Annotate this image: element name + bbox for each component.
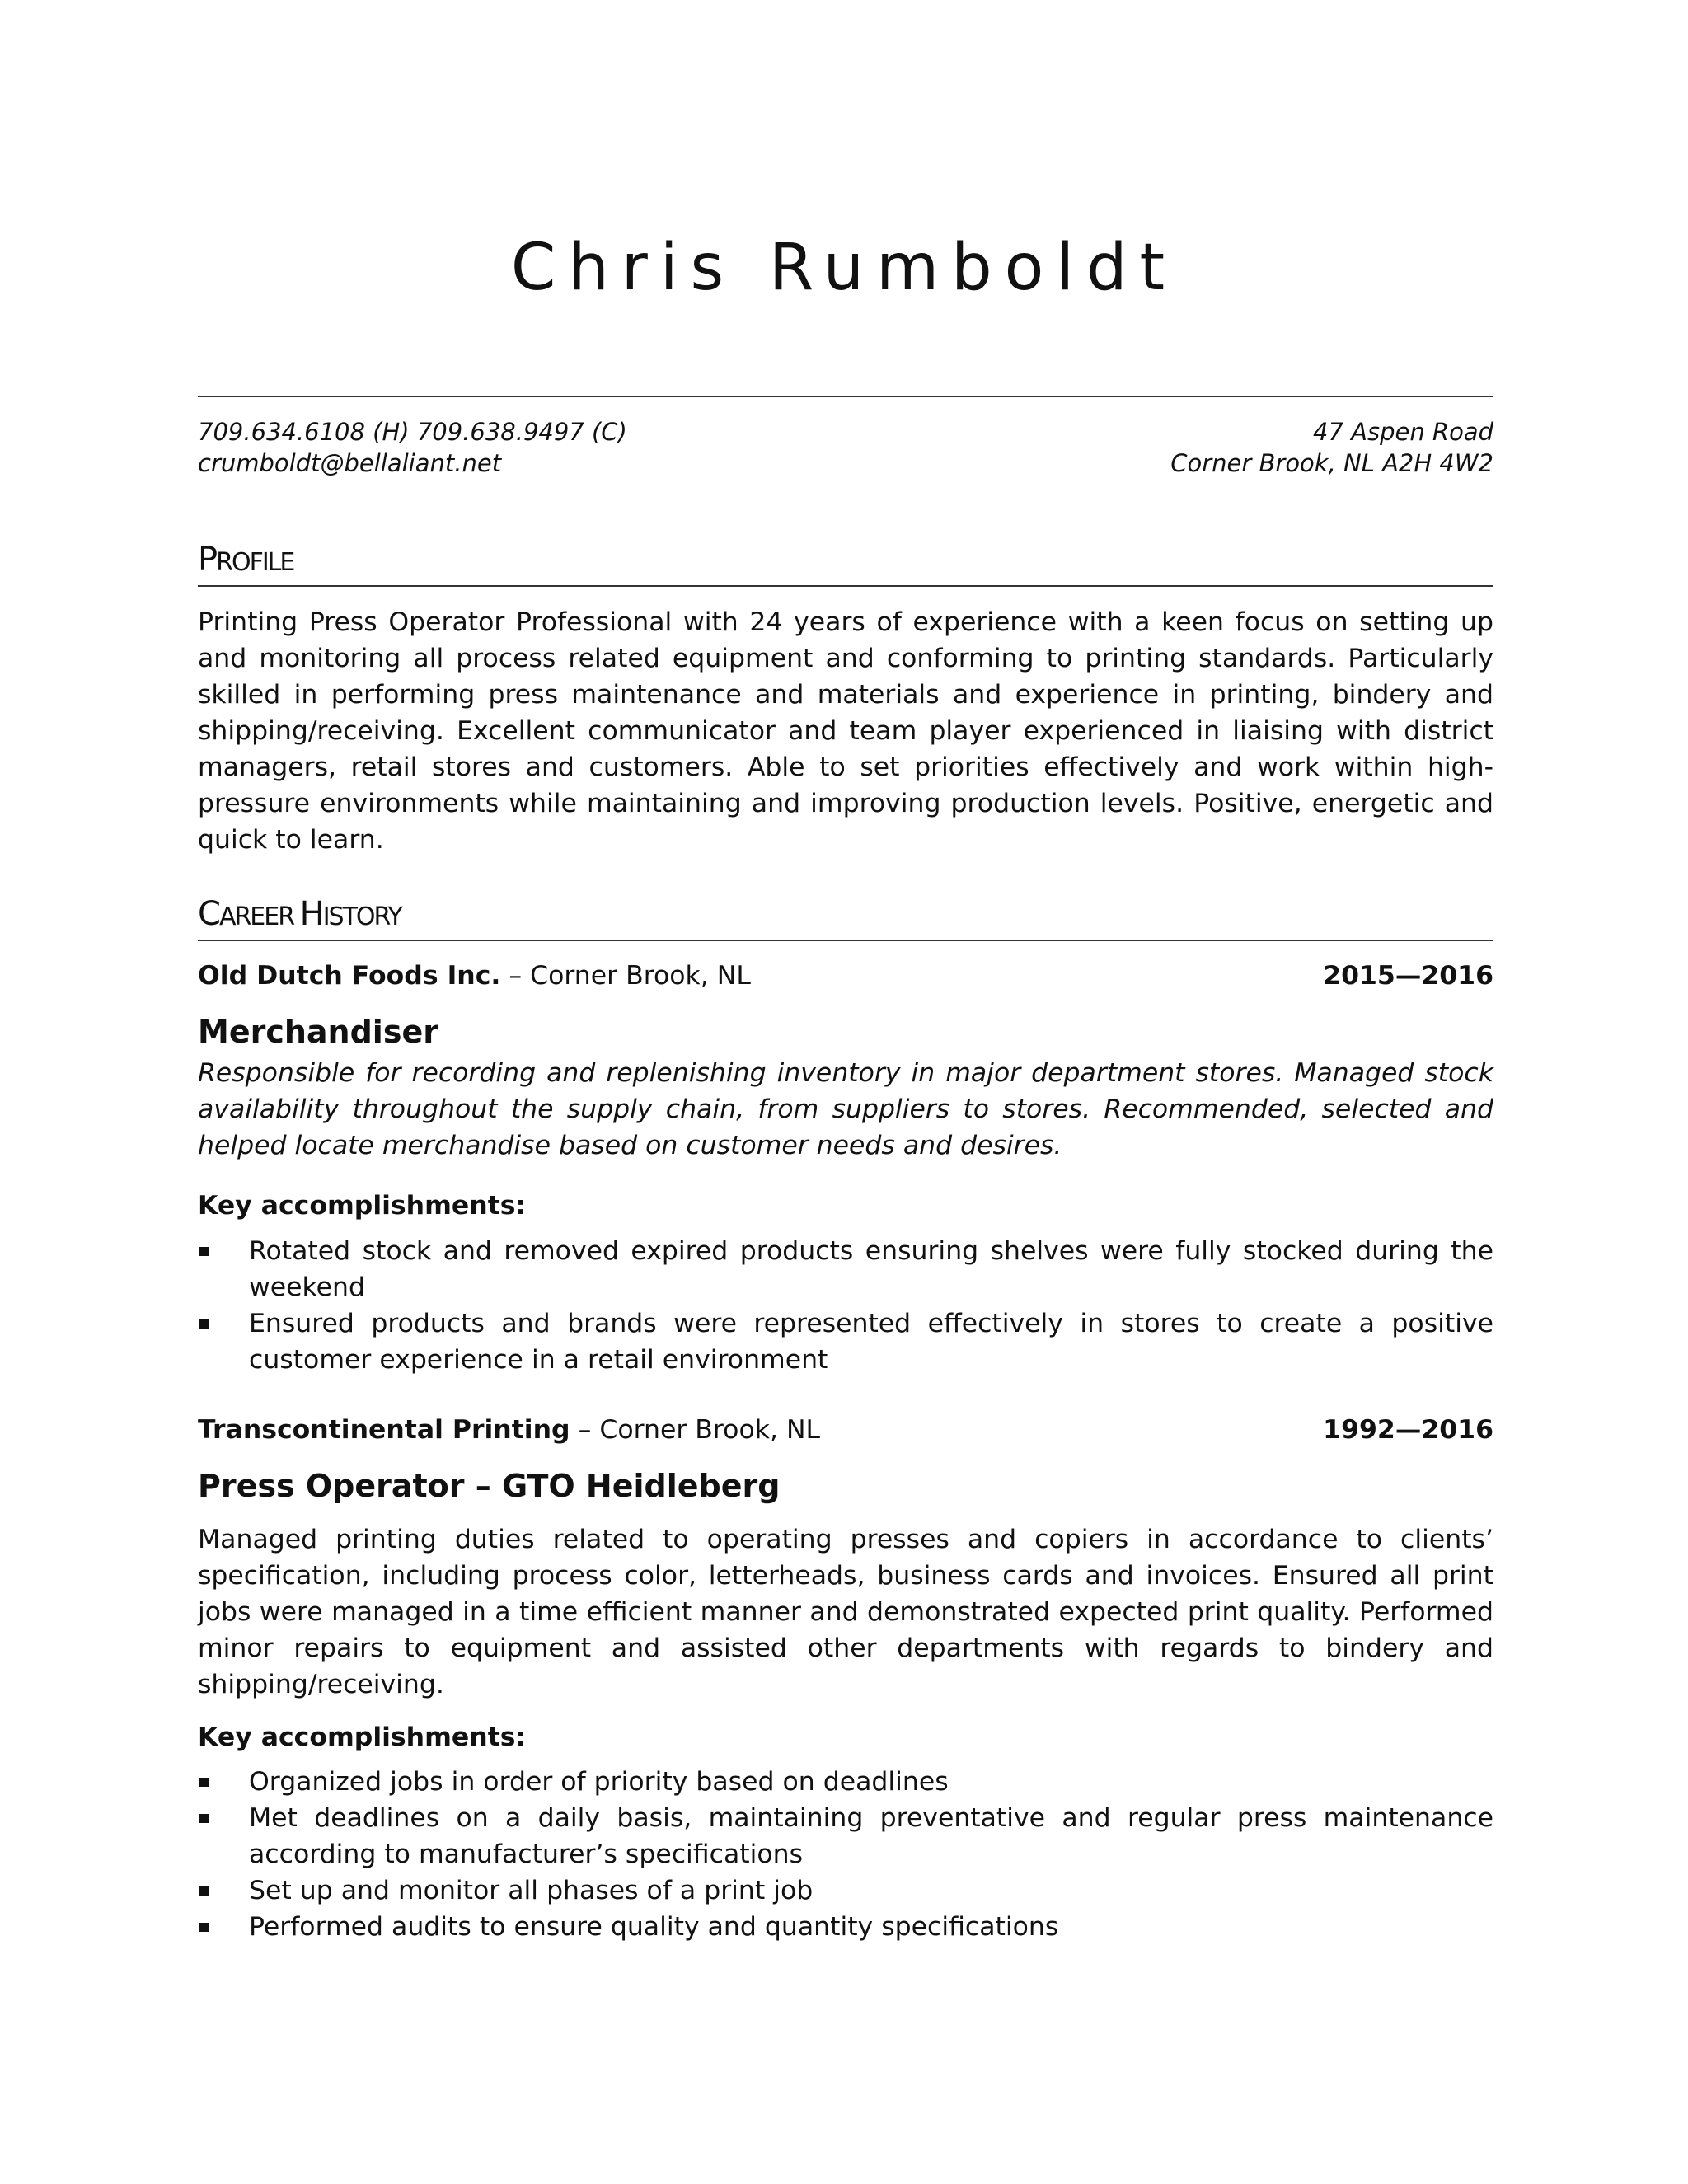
job-employer (198, 1415, 820, 1445)
job-dates: 1992—2016 (1323, 1415, 1493, 1445)
career-heading: CAREER HISTORY (198, 895, 401, 933)
square-bullet-icon (199, 1923, 209, 1932)
job-location: – Corner Brook, NL (500, 961, 751, 991)
accomplishments-list (198, 1764, 1493, 1945)
address-line-2: Corner Brook, NL A2H 4W2 (1170, 449, 1493, 477)
company-name: Old Dutch Foods Inc. (198, 961, 501, 991)
job-description: Managed printing duties related to operating presses and copiers in accordance to clients’ specification, including process color, letterheads, business cards and invoices. Ensured all print jobs were managed in a time efficient manner and demonstrated expected print quality. Performed minor repairs to equipment and assisted other departments with regards to bindery and shipping/receiving. (198, 1525, 1493, 1699)
profile-divider (198, 585, 1493, 587)
contact-right (907, 416, 1493, 479)
key-accomplishments-heading: Key accomplishments: (198, 1722, 527, 1752)
square-bullet-icon (199, 1319, 209, 1329)
job-description: Responsible for recording and replenishing inventory in major department stores. Managed stock availability throughout the supply chain, from suppliers to stores. Recommended, selected and helped locate merchandise based on customer needs and desires. (198, 1058, 1493, 1160)
job-header (198, 961, 1493, 991)
contact-left (198, 416, 627, 479)
career-divider (198, 940, 1493, 941)
list-item: Set up and monitor all phases of a print job (198, 1872, 1493, 1909)
square-bullet-icon (199, 1886, 209, 1896)
job-title: Merchandiser (198, 1014, 438, 1050)
job-title: Press Operator – GTO Heidleberg (198, 1468, 781, 1504)
job-location: – Corner Brook, NL (570, 1415, 821, 1445)
profile-text: Printing Press Operator Professional with 24 years of experience with a keen focus on setting up and monitoring all process related equipment and conforming to printing standards. Particularly skilled in performing press maintenance and materials and experience in printing, bindery and shipping/receiving. Excellent communicator and team player experienced in liaising with district managers, retail stores and customers. Able to set priorities effectively and work within high-pressure environments while maintaining and improving production levels. Positive, energetic and quick to learn. (198, 607, 1493, 855)
square-bullet-icon (199, 1814, 209, 1823)
job-dates: 2015—2016 (1323, 961, 1493, 991)
email-address[interactable]: crumboldt@bellaliant.net (198, 449, 502, 477)
phone-numbers: 709.634.6108 (H) 709.638.9497 (C) (198, 418, 627, 446)
key-accomplishments-heading: Key accomplishments: (198, 1191, 527, 1221)
accomplishments-list (198, 1233, 1493, 1378)
list-item: Organized jobs in order of priority based on deadlines (198, 1764, 1493, 1800)
square-bullet-icon (199, 1247, 209, 1256)
company-name: Transcontinental Printing (198, 1415, 570, 1445)
address-line-1: 47 Aspen Road (1313, 418, 1493, 446)
header-divider (198, 396, 1493, 397)
profile-heading: PROFILE (198, 541, 294, 579)
list-item: Met deadlines on a daily basis, maintaining preventative and regular press maintenance according to manufacturer’s specifications (198, 1800, 1493, 1872)
job-employer (198, 961, 751, 991)
list-item: Ensured products and brands were represented effectively in stores to create a positive customer experience in a retail environment (198, 1305, 1493, 1378)
square-bullet-icon (199, 1778, 209, 1787)
job-header (198, 1415, 1493, 1445)
list-item: Performed audits to ensure quality and quantity specifications (198, 1909, 1493, 1945)
candidate-name: Chris Rumboldt (510, 231, 1178, 305)
list-item: Rotated stock and removed expired products ensuring shelves were fully stocked during the weekend (198, 1233, 1493, 1305)
